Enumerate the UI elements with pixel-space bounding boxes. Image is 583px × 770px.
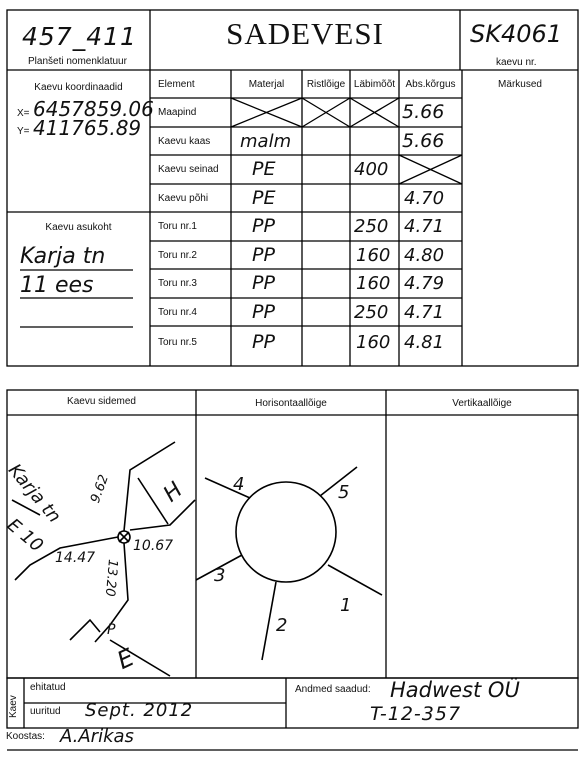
pipe-number-1: 1 <box>340 595 352 616</box>
row-abs-height: 4.70 <box>404 187 445 209</box>
footer-surveyed-value: Sept. 2012 <box>85 700 194 721</box>
row-element: Maapind <box>158 106 197 118</box>
row-material: PE <box>252 187 276 209</box>
sketch-label-h: H <box>158 477 188 508</box>
header-abs-height: Abs.kõrgus <box>405 78 456 90</box>
pipe-number-5: 5 <box>338 482 350 503</box>
row-abs-height: 4.80 <box>404 244 445 266</box>
row-diameter: 400 <box>354 158 389 180</box>
row-abs-height: 4.79 <box>404 272 445 294</box>
row-diameter: 250 <box>354 301 389 323</box>
horizontal-section-drawing <box>196 467 382 660</box>
location-label: Kaevu asukoht <box>45 222 112 233</box>
row-material: PP <box>252 331 275 353</box>
row-abs-height: 5.66 <box>402 101 445 123</box>
row-element: Kaevu kaas <box>158 135 211 147</box>
footer-compiled-value: A.Arikas <box>60 726 134 747</box>
row-element: Kaevu põhi <box>158 192 209 204</box>
row-abs-height: 4.71 <box>404 301 445 323</box>
coordinate-x-prefix: X= <box>17 108 30 119</box>
sketch-label-e-bottom: E <box>112 643 139 675</box>
horizontal-section-heading: Horisontaallõige <box>255 398 327 409</box>
row-element: Toru nr.5 <box>158 336 197 348</box>
nomenclature-label: Planšeti nomenklatuur <box>28 56 127 67</box>
vertical-section-heading: Vertikaallõige <box>452 398 512 409</box>
row-element: Toru nr.2 <box>158 249 197 261</box>
sketch-label-p: P <box>107 622 116 638</box>
row-material: PE <box>252 158 276 180</box>
sketch-distance-bottom: 13.20 <box>101 558 120 598</box>
row-element: Toru nr.1 <box>158 220 197 232</box>
connections-heading: Kaevu sidemed <box>67 396 136 407</box>
footer-data-company: Hadwest OÜ <box>390 678 520 702</box>
sketch-street-label: Karja tn <box>3 460 65 527</box>
footer-data-label: Andmed saadud: <box>295 684 371 695</box>
footer-well-label: Kaev <box>8 695 19 718</box>
sketch-distance-right: 10.67 <box>133 538 174 554</box>
header-material: Materjal <box>248 78 285 90</box>
coordinates-label: Kaevu koordinaadid <box>34 82 123 93</box>
header-diameter: Läbimõõt <box>353 78 396 90</box>
page-title: SADEVESI <box>226 16 384 51</box>
row-diameter: 160 <box>356 331 391 353</box>
header-section: Ristlõige <box>306 78 346 90</box>
row-element: Toru nr.4 <box>158 306 197 318</box>
header-remarks: Märkused <box>498 78 542 90</box>
footer-data-code: T-12-357 <box>370 703 462 725</box>
location-line-1: Karja tn <box>20 244 106 269</box>
row-abs-height: 4.71 <box>404 215 445 237</box>
pipe-number-4: 4 <box>233 474 245 495</box>
row-diameter: 160 <box>356 272 391 294</box>
coordinate-y-value: 411765.89 <box>33 116 142 140</box>
well-number-value: SK4061 <box>470 20 563 48</box>
pipe-number-3: 3 <box>214 565 226 586</box>
row-element: Toru nr.3 <box>158 277 197 289</box>
well-number-label: kaevu nr. <box>496 57 537 68</box>
coordinate-x-value: 6457859.06 <box>33 97 154 121</box>
row-material: PP <box>252 301 275 323</box>
coordinate-y-prefix: Y= <box>17 126 30 137</box>
footer-built-label: ehitatud <box>30 682 66 693</box>
sketch-distance-left: 14.47 <box>55 550 96 566</box>
nomenclature-value: 457_411 <box>22 22 137 51</box>
row-diameter: 250 <box>354 215 389 237</box>
row-material: malm <box>240 130 292 152</box>
row-element: Kaevu seinad <box>158 163 219 175</box>
footer-compiled-label: Koostas: <box>6 731 45 742</box>
sketch-label-e-left: E 10 <box>2 514 48 557</box>
footer-surveyed-label: uuritud <box>30 706 61 717</box>
header-element: Element <box>158 78 195 90</box>
pipe-number-2: 2 <box>276 615 288 636</box>
row-material: PP <box>252 272 275 294</box>
row-diameter: 160 <box>356 244 391 266</box>
row-material: PP <box>252 215 275 237</box>
row-material: PP <box>252 244 275 266</box>
row-abs-height: 4.81 <box>404 331 445 353</box>
location-line-2: 11 ees <box>20 273 94 298</box>
sketch-distance-top: 9.62 <box>88 472 112 506</box>
row-abs-height: 5.66 <box>402 130 445 152</box>
